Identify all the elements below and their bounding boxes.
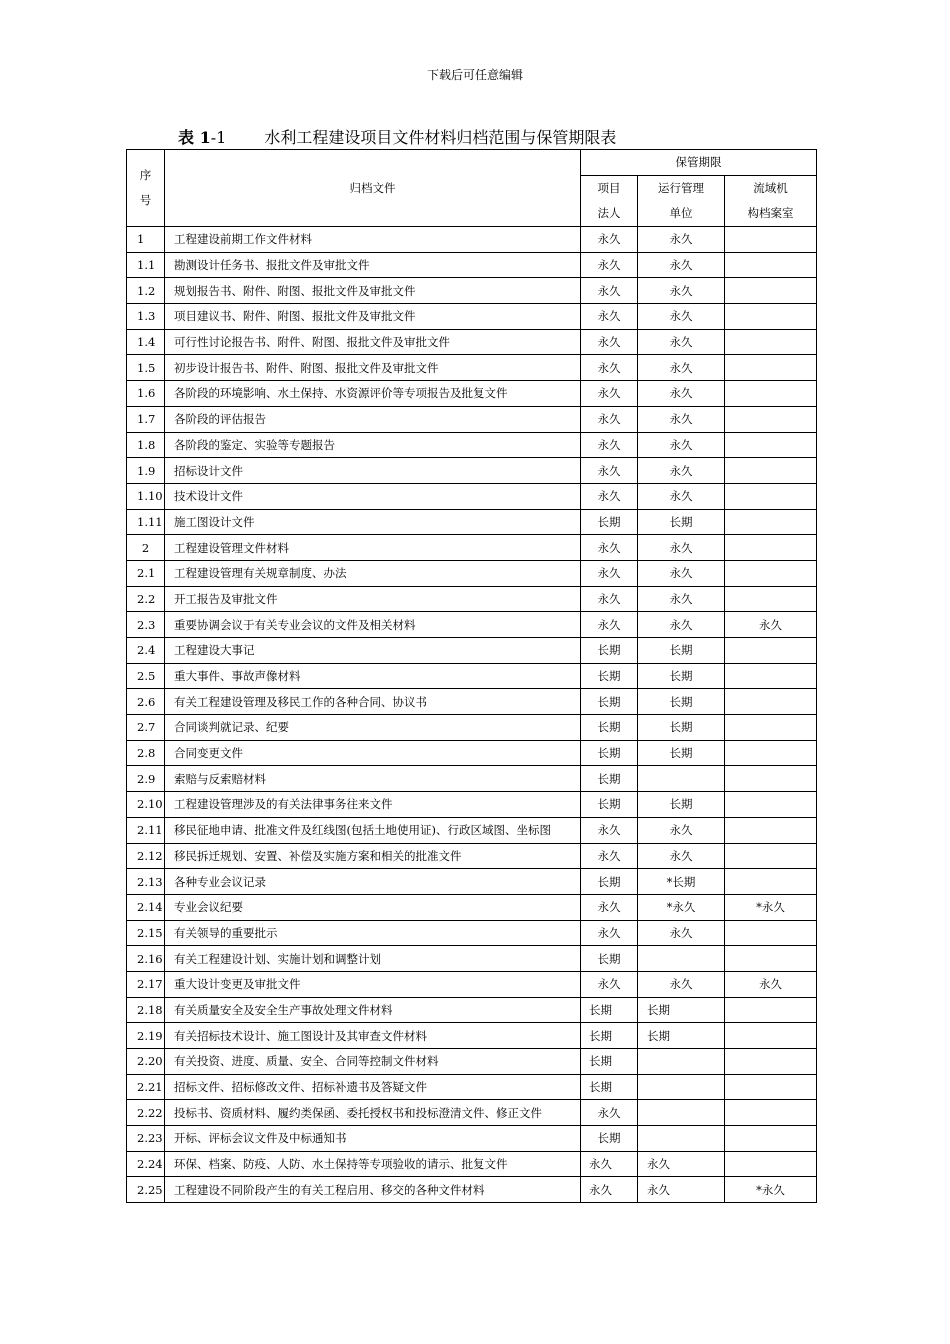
- row-file-name: 移民拆迁规划、安置、补偿及实施方案和相关的批准文件: [165, 843, 581, 869]
- row-number: 2.7: [127, 715, 165, 741]
- row-file-name: 有关工程建设计划、实施计划和调整计划: [165, 946, 581, 972]
- row-basin-retention: [725, 1151, 817, 1177]
- row-basin-retention: [725, 1049, 817, 1075]
- row-basin-retention: [725, 304, 817, 330]
- row-number: 2.16: [127, 946, 165, 972]
- row-operator-retention: 永久: [638, 483, 725, 509]
- row-number: 1.9: [127, 458, 165, 484]
- row-number: 1.11: [127, 509, 165, 535]
- row-number: 1.4: [127, 329, 165, 355]
- row-owner-retention: 永久: [581, 304, 638, 330]
- row-file-name: 各阶段的环境影响、水土保持、水资源评价等专项报告及批复文件: [165, 381, 581, 407]
- row-operator-retention: 永久: [638, 971, 725, 997]
- table-row: [127, 535, 817, 561]
- row-operator-retention: 长期: [638, 1023, 725, 1049]
- row-number: 1.10: [127, 483, 165, 509]
- row-file-name: 索赔与反索赔材料: [165, 766, 581, 792]
- row-file-name: 合同变更文件: [165, 740, 581, 766]
- row-basin-retention: [725, 1126, 817, 1152]
- row-file-name: 初步设计报告书、附件、附图、报批文件及审批文件: [165, 355, 581, 381]
- row-operator-retention: 永久: [638, 586, 725, 612]
- retention-header: 保管期限: [581, 150, 817, 176]
- row-operator-retention: 永久: [638, 432, 725, 458]
- row-operator-retention: 长期: [638, 715, 725, 741]
- row-basin-retention: [725, 586, 817, 612]
- row-file-name: 有关投资、进度、质量、安全、合同等控制文件材料: [165, 1049, 581, 1075]
- table-title-text: 水利工程建设项目文件材料归档范围与保管期限表: [264, 128, 617, 147]
- row-operator-retention: 永久: [638, 560, 725, 586]
- table-title: [178, 125, 616, 148]
- row-basin-retention: [725, 740, 817, 766]
- row-owner-retention: 永久: [581, 227, 638, 253]
- row-owner-retention: 永久: [581, 278, 638, 304]
- table-row: [127, 817, 817, 843]
- row-basin-retention: [725, 329, 817, 355]
- row-basin-retention: [725, 817, 817, 843]
- row-operator-retention: 永久: [638, 252, 725, 278]
- row-file-name: 投标书、资质材料、履约类保函、委托授权书和投标澄清文件、修正文件: [165, 1100, 581, 1126]
- row-basin-retention: [725, 535, 817, 561]
- row-basin-retention: [725, 227, 817, 253]
- row-file-name: 各阶段的评估报告: [165, 406, 581, 432]
- row-number: 2: [127, 535, 165, 561]
- row-basin-retention: [725, 1023, 817, 1049]
- row-basin-retention: [725, 1074, 817, 1100]
- row-basin-retention: [725, 1100, 817, 1126]
- row-basin-retention: [725, 355, 817, 381]
- table-row: [127, 1177, 817, 1203]
- row-number: 2.12: [127, 843, 165, 869]
- row-file-name: 规划报告书、附件、附图、报批文件及审批文件: [165, 278, 581, 304]
- row-owner-retention: 长期: [581, 509, 638, 535]
- row-operator-retention: 长期: [638, 663, 725, 689]
- row-basin-retention: [725, 278, 817, 304]
- row-file-name: 工程建设前期工作文件材料: [165, 227, 581, 253]
- table-row: [127, 586, 817, 612]
- table-row: [127, 252, 817, 278]
- row-owner-retention: 长期: [581, 638, 638, 664]
- table-row: [127, 715, 817, 741]
- row-basin-retention: [725, 432, 817, 458]
- row-file-name: 工程建设管理文件材料: [165, 535, 581, 561]
- row-file-name: 合同谈判就记录、纪要: [165, 715, 581, 741]
- row-basin-retention: [725, 638, 817, 664]
- owner-header-line1: 项目: [581, 176, 638, 202]
- table-row: [127, 612, 817, 638]
- table-body: [127, 227, 817, 1203]
- row-operator-retention: 永久: [638, 406, 725, 432]
- row-file-name: 专业会议纪要: [165, 894, 581, 920]
- row-operator-retention: [638, 946, 725, 972]
- row-operator-retention: 永久: [638, 329, 725, 355]
- row-operator-retention: [638, 1126, 725, 1152]
- row-owner-retention: 长期: [581, 715, 638, 741]
- row-owner-retention: 永久: [581, 432, 638, 458]
- row-operator-retention: 长期: [638, 792, 725, 818]
- table-row: [127, 406, 817, 432]
- row-basin-retention: [725, 483, 817, 509]
- row-basin-retention: [725, 920, 817, 946]
- row-owner-retention: 永久: [581, 535, 638, 561]
- table-row: [127, 1049, 817, 1075]
- row-owner-retention: 永久: [581, 252, 638, 278]
- table-row: [127, 560, 817, 586]
- row-number: 1.6: [127, 381, 165, 407]
- row-basin-retention: [725, 766, 817, 792]
- row-file-name: 有关工程建设管理及移民工作的各种合同、协议书: [165, 689, 581, 715]
- row-owner-retention: 永久: [581, 843, 638, 869]
- table-row: [127, 509, 817, 535]
- row-number: 2.22: [127, 1100, 165, 1126]
- row-owner-retention: 长期: [581, 792, 638, 818]
- row-owner-retention: 永久: [581, 406, 638, 432]
- operator-header-line1: 运行管理: [638, 176, 725, 202]
- row-file-name: 工程建设大事记: [165, 638, 581, 664]
- table-row: [127, 766, 817, 792]
- operator-header-line2: 单位: [638, 201, 725, 227]
- row-owner-retention: 永久: [581, 381, 638, 407]
- header-note: 下载后可任意编辑: [426, 68, 523, 82]
- table-row: [127, 663, 817, 689]
- row-operator-retention: 永久: [638, 1151, 725, 1177]
- row-owner-retention: 永久: [581, 1100, 638, 1126]
- table-row: [127, 740, 817, 766]
- table-row: [127, 1126, 817, 1152]
- row-operator-retention: 长期: [638, 997, 725, 1023]
- row-owner-retention: 永久: [581, 483, 638, 509]
- row-operator-retention: 永久: [638, 1177, 725, 1203]
- row-basin-retention: [725, 843, 817, 869]
- table-row: [127, 946, 817, 972]
- row-operator-retention: 长期: [638, 509, 725, 535]
- row-file-name: 开标、评标会议文件及中标通知书: [165, 1126, 581, 1152]
- row-owner-retention: 永久: [581, 586, 638, 612]
- row-file-name: 各种专业会议记录: [165, 869, 581, 895]
- row-operator-retention: 永久: [638, 535, 725, 561]
- row-file-name: 环保、档案、防疫、人防、水土保持等专项验收的请示、批复文件: [165, 1151, 581, 1177]
- owner-header-line2: 法人: [581, 201, 638, 227]
- row-owner-retention: 永久: [581, 971, 638, 997]
- row-number: 2.1: [127, 560, 165, 586]
- row-file-name: 可行性讨论报告书、附件、附图、报批文件及审批文件: [165, 329, 581, 355]
- row-number: 2.4: [127, 638, 165, 664]
- table-row: [127, 329, 817, 355]
- table-row: [127, 1100, 817, 1126]
- row-basin-retention: 永久: [725, 612, 817, 638]
- row-file-name: 有关质量安全及安全生产事故处理文件材料: [165, 997, 581, 1023]
- row-number: 2.14: [127, 894, 165, 920]
- table-row: [127, 792, 817, 818]
- row-number: 1.5: [127, 355, 165, 381]
- row-number: 2.20: [127, 1049, 165, 1075]
- table-row: [127, 869, 817, 895]
- row-operator-retention: 长期: [638, 638, 725, 664]
- row-operator-retention: [638, 1049, 725, 1075]
- table-row: [127, 355, 817, 381]
- table-row: [127, 432, 817, 458]
- row-number: 2.19: [127, 1023, 165, 1049]
- row-basin-retention: [725, 663, 817, 689]
- row-number: 2.13: [127, 869, 165, 895]
- row-number: 2.23: [127, 1126, 165, 1152]
- row-basin-retention: [725, 689, 817, 715]
- row-number: 1.7: [127, 406, 165, 432]
- row-number: 2.6: [127, 689, 165, 715]
- basin-header-line2: 构档案室: [725, 201, 817, 227]
- row-owner-retention: 永久: [581, 329, 638, 355]
- row-operator-retention: 长期: [638, 689, 725, 715]
- row-owner-retention: 长期: [581, 1126, 638, 1152]
- table-row: [127, 278, 817, 304]
- row-number: 2.3: [127, 612, 165, 638]
- row-operator-retention: 长期: [638, 740, 725, 766]
- row-owner-retention: 长期: [581, 946, 638, 972]
- row-owner-retention: 永久: [581, 458, 638, 484]
- row-operator-retention: 永久: [638, 843, 725, 869]
- table-row: [127, 381, 817, 407]
- table-row: [127, 971, 817, 997]
- row-operator-retention: 永久: [638, 817, 725, 843]
- row-number: 1.2: [127, 278, 165, 304]
- row-file-name: 重要协调会议于有关专业会议的文件及相关材料: [165, 612, 581, 638]
- row-operator-retention: [638, 1074, 725, 1100]
- row-basin-retention: [725, 946, 817, 972]
- row-file-name: 招标设计文件: [165, 458, 581, 484]
- row-operator-retention: [638, 766, 725, 792]
- row-operator-retention: 永久: [638, 278, 725, 304]
- row-owner-retention: 长期: [581, 766, 638, 792]
- table-row: [127, 843, 817, 869]
- row-number: 2.17: [127, 971, 165, 997]
- row-number: 2.11: [127, 817, 165, 843]
- row-file-name: 勘测设计任务书、报批文件及审批文件: [165, 252, 581, 278]
- row-number: 2.24: [127, 1151, 165, 1177]
- table-label-suffix: -1: [210, 128, 227, 147]
- row-owner-retention: 长期: [581, 1049, 638, 1075]
- row-number: 2.5: [127, 663, 165, 689]
- table-row: [127, 458, 817, 484]
- row-owner-retention: 永久: [581, 817, 638, 843]
- row-file-name: 工程建设不同阶段产生的有关工程启用、移交的各种文件材料: [165, 1177, 581, 1203]
- row-basin-retention: [725, 869, 817, 895]
- row-number: 1: [127, 227, 165, 253]
- row-operator-retention: 永久: [638, 381, 725, 407]
- row-operator-retention: 永久: [638, 920, 725, 946]
- table-row: [127, 920, 817, 946]
- row-file-name: 有关领导的重要批示: [165, 920, 581, 946]
- row-basin-retention: [725, 997, 817, 1023]
- row-file-name: 有关招标技术设计、施工图设计及其审查文件材料: [165, 1023, 581, 1049]
- row-basin-retention: [725, 381, 817, 407]
- row-owner-retention: 永久: [581, 1177, 638, 1203]
- table-row: [127, 1074, 817, 1100]
- row-operator-retention: [638, 1100, 725, 1126]
- row-operator-retention: 永久: [638, 227, 725, 253]
- retention-table: [126, 149, 817, 1203]
- row-file-name: 施工图设计文件: [165, 509, 581, 535]
- row-file-name: 技术设计文件: [165, 483, 581, 509]
- row-basin-retention: 永久: [725, 971, 817, 997]
- row-owner-retention: 长期: [581, 1023, 638, 1049]
- row-basin-retention: [725, 792, 817, 818]
- row-number: 2.9: [127, 766, 165, 792]
- row-owner-retention: 长期: [581, 1074, 638, 1100]
- row-owner-retention: 长期: [581, 869, 638, 895]
- row-file-name: 各阶段的鉴定、实验等专题报告: [165, 432, 581, 458]
- row-operator-retention: 永久: [638, 612, 725, 638]
- row-basin-retention: [725, 252, 817, 278]
- row-owner-retention: 永久: [581, 560, 638, 586]
- table-row: [127, 304, 817, 330]
- basin-header-line1: 流域机: [725, 176, 817, 202]
- row-file-name: 工程建设管理有关规章制度、办法: [165, 560, 581, 586]
- row-owner-retention: 永久: [581, 355, 638, 381]
- row-owner-retention: 永久: [581, 1151, 638, 1177]
- row-file-name: 工程建设管理涉及的有关法律事务往来文件: [165, 792, 581, 818]
- row-basin-retention: *永久: [725, 1177, 817, 1203]
- row-operator-retention: 永久: [638, 304, 725, 330]
- table-row: [127, 1023, 817, 1049]
- table-row: [127, 997, 817, 1023]
- table-row: [127, 638, 817, 664]
- row-operator-retention: *长期: [638, 869, 725, 895]
- row-number: 1.1: [127, 252, 165, 278]
- row-number: 2.25: [127, 1177, 165, 1203]
- row-file-name: 重大事件、事故声像材料: [165, 663, 581, 689]
- table-row: [127, 1151, 817, 1177]
- row-operator-retention: *永久: [638, 894, 725, 920]
- row-basin-retention: [725, 560, 817, 586]
- row-number: 2.21: [127, 1074, 165, 1100]
- table-row: [127, 689, 817, 715]
- row-owner-retention: 长期: [581, 740, 638, 766]
- row-file-name: 移民征地申请、批准文件及红线图(包括土地使用证)、行政区域图、坐标图: [165, 817, 581, 843]
- row-file-name: 开工报告及审批文件: [165, 586, 581, 612]
- row-owner-retention: 永久: [581, 920, 638, 946]
- table-row: [127, 894, 817, 920]
- row-owner-retention: 长期: [581, 997, 638, 1023]
- row-number: 2.8: [127, 740, 165, 766]
- row-basin-retention: [725, 406, 817, 432]
- row-operator-retention: 永久: [638, 458, 725, 484]
- row-owner-retention: 长期: [581, 689, 638, 715]
- row-number: 1.3: [127, 304, 165, 330]
- row-number: 2.2: [127, 586, 165, 612]
- row-owner-retention: 永久: [581, 894, 638, 920]
- table-row: [127, 483, 817, 509]
- row-basin-retention: *永久: [725, 894, 817, 920]
- row-basin-retention: [725, 715, 817, 741]
- row-basin-retention: [725, 458, 817, 484]
- table-label: 表 1: [178, 128, 211, 147]
- row-number: 2.15: [127, 920, 165, 946]
- row-owner-retention: 永久: [581, 612, 638, 638]
- table-row: [127, 227, 817, 253]
- row-number: 2.18: [127, 997, 165, 1023]
- row-operator-retention: 永久: [638, 355, 725, 381]
- file-header: 归档文件: [165, 150, 581, 227]
- seq-header: 序 号: [127, 150, 165, 227]
- row-file-name: 项目建议书、附件、附图、报批文件及审批文件: [165, 304, 581, 330]
- row-number: 1.8: [127, 432, 165, 458]
- row-file-name: 重大设计变更及审批文件: [165, 971, 581, 997]
- row-basin-retention: [725, 509, 817, 535]
- row-owner-retention: 长期: [581, 663, 638, 689]
- row-number: 2.10: [127, 792, 165, 818]
- row-file-name: 招标文件、招标修改文件、招标补遗书及答疑文件: [165, 1074, 581, 1100]
